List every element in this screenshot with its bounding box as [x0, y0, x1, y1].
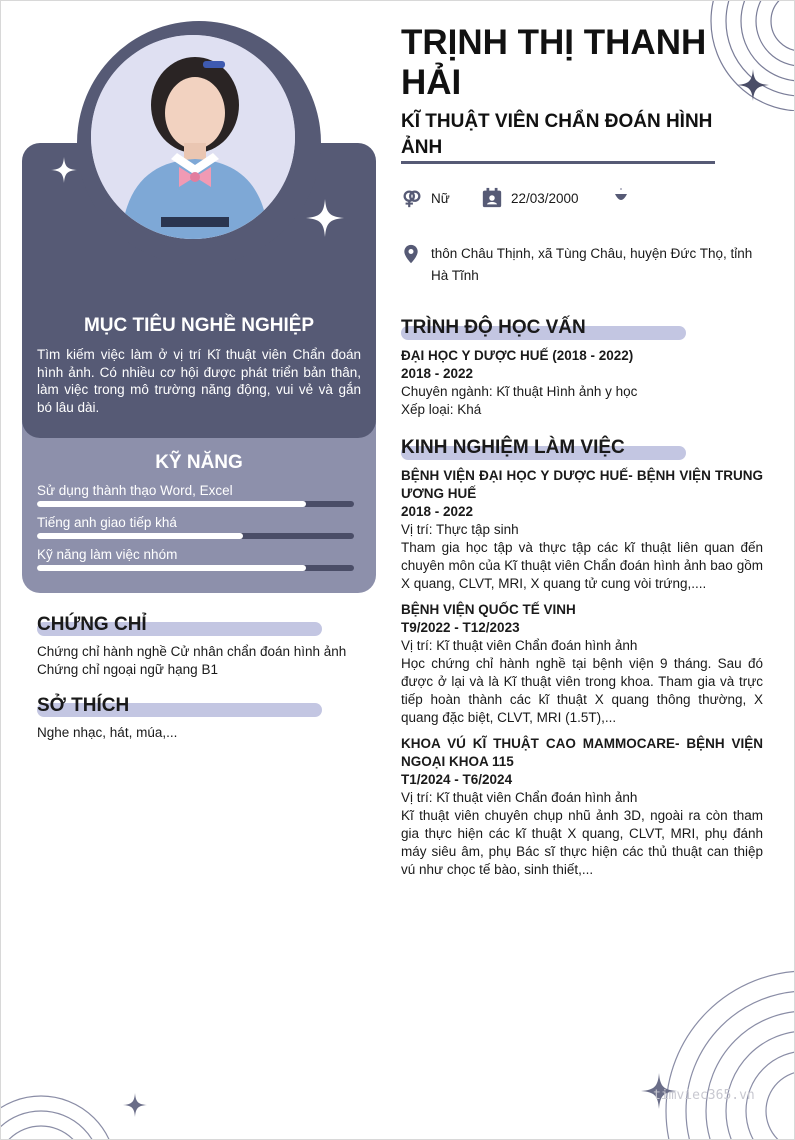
certificate-item: Chứng chỉ hành nghề Cử nhân chẩn đoán hình ảnh: [37, 644, 347, 659]
skill-bar: [37, 501, 354, 507]
objective-text: Tìm kiếm việc làm ở vị trí Kĩ thuật viên Chẩn đoán hình ảnh. Có nhiều cơ hội được phát triển bản thân, làm việc trong mô trường năng động, vui vẻ và gắn bó lâu dài.: [37, 347, 361, 415]
header-divider: [401, 161, 715, 164]
skills-title: KỸ NĂNG: [155, 452, 243, 473]
deco-circles-bottom-right: [641, 961, 795, 1140]
sparkle-icon: [306, 199, 344, 237]
job-company: BỆNH VIỆN QUỐC TẾ VINH: [401, 602, 576, 617]
skill-bar: [37, 533, 354, 539]
job-description: Tham gia học tập và thực tập các kĩ thuật liên quan đến chuyên môn của Kĩ thuật viên Chẩn đoán hình ảnh bao gồm X quang, CLVT, MRI, X quang tử cung vòi trứng,....: [401, 540, 763, 591]
job-period: 2018 - 2022: [401, 504, 474, 519]
education-major: Chuyên ngành: Kĩ thuật Hình ảnh y học: [401, 384, 638, 399]
skill-item: [37, 547, 355, 571]
gender-info: [401, 187, 450, 209]
skill-bar: [37, 565, 354, 571]
education-rank: Xếp loại: Khá: [401, 402, 482, 417]
education-period: 2018 - 2022: [401, 366, 474, 381]
gender-icon: [401, 187, 423, 209]
job-description: Học chứng chỉ hành nghề tại bệnh viện 9 tháng. Sau đó được ở lại và là Kĩ thuật viên trong khoa. Tham gia và trực tiếp hoàn thành các kĩ thuật X quang thông thường, X quang đặc biệt, CLVT, MRI (1.5T),...: [401, 656, 763, 725]
location-pin-icon: [401, 243, 421, 265]
phone-icon: [611, 188, 631, 208]
portrait-illustration: [91, 35, 295, 239]
sparkle-icon: [123, 1093, 147, 1117]
skill-bar-fill: [37, 565, 306, 571]
job-position: Vị trí: Kĩ thuật viên Chẩn đoán hình ảnh: [401, 638, 638, 653]
hobbies-text: Nghe nhạc, hát, múa,...: [37, 725, 178, 740]
skill-item: [37, 515, 355, 539]
job-company: KHOA VÚ KĨ THUẬT CAO MAMMOCARE- BỆNH VIỆN NGOẠI KHOA 115: [401, 736, 763, 769]
skill-label: Tiếng anh giao tiếp khá: [37, 515, 177, 530]
job-position: Vị trí: Kĩ thuật viên Chẩn đoán hình ảnh: [401, 790, 638, 805]
skill-label: Sử dụng thành thạo Word, Excel: [37, 483, 233, 498]
address-value: thôn Châu Thịnh, xã Tùng Châu, huyện Đức Thọ, tỉnh Hà Tĩnh: [431, 246, 753, 283]
skill-label: Kỹ năng làm việc nhóm: [37, 547, 178, 562]
sparkle-icon: [737, 69, 769, 101]
skill-item: [37, 483, 355, 507]
skill-bar-fill: [37, 533, 243, 539]
job-position: Vị trí: Thực tập sinh: [401, 522, 519, 537]
job-title: KĨ THUẬT VIÊN CHẨN ĐOÁN HÌNH ẢNH: [401, 111, 713, 158]
job-description: Kĩ thuật viên chuyên chụp nhũ ảnh 3D, ngoài ra còn tham gia thực hiện các kĩ thuật X quang, CLVT, MRI, phụ đánh máy siêu âm, phụ Bác sĩ thực hiện các thủ thuật can thiệp vú như chọc tế bào, sinh thiết,...: [401, 808, 763, 877]
birthday-value: 22/03/2000: [511, 190, 579, 206]
job-company: BỆNH VIỆN ĐẠI HỌC Y DƯỢC HUẾ- BỆNH VIỆN TRUNG ƯƠNG HUẾ: [401, 468, 763, 501]
certificate-item: Chứng chỉ ngoại ngữ hạng B1: [37, 662, 218, 677]
objective-title: MỤC TIÊU NGHỀ NGHIỆP: [83, 315, 315, 336]
address-info: [401, 243, 771, 287]
sparkle-icon: [51, 157, 77, 183]
education-title: TRÌNH ĐỘ HỌC VẤN: [401, 317, 586, 338]
birthday-info: [481, 187, 579, 209]
certificates-title: CHỨNG CHỈ: [37, 614, 147, 635]
skill-bar-fill: [37, 501, 306, 507]
gender-value: Nữ: [431, 190, 450, 206]
experience-title: KINH NGHIỆM LÀM VIỆC: [401, 437, 625, 458]
watermark: timviec365.vn: [653, 1088, 755, 1103]
hobbies-title: SỞ THÍCH: [37, 695, 130, 716]
deco-circles-bottom-left: [1, 1061, 131, 1140]
candidate-name: TRỊNH THỊ THANH HẢI: [401, 23, 707, 102]
job-period: T1/2024 - T6/2024: [401, 772, 513, 787]
calendar-icon: [481, 187, 503, 209]
job-period: T9/2022 - T12/2023: [401, 620, 520, 635]
avatar: [91, 35, 295, 239]
education-school: ĐẠI HỌC Y DƯỢC HUẾ (2018 - 2022): [401, 348, 634, 363]
